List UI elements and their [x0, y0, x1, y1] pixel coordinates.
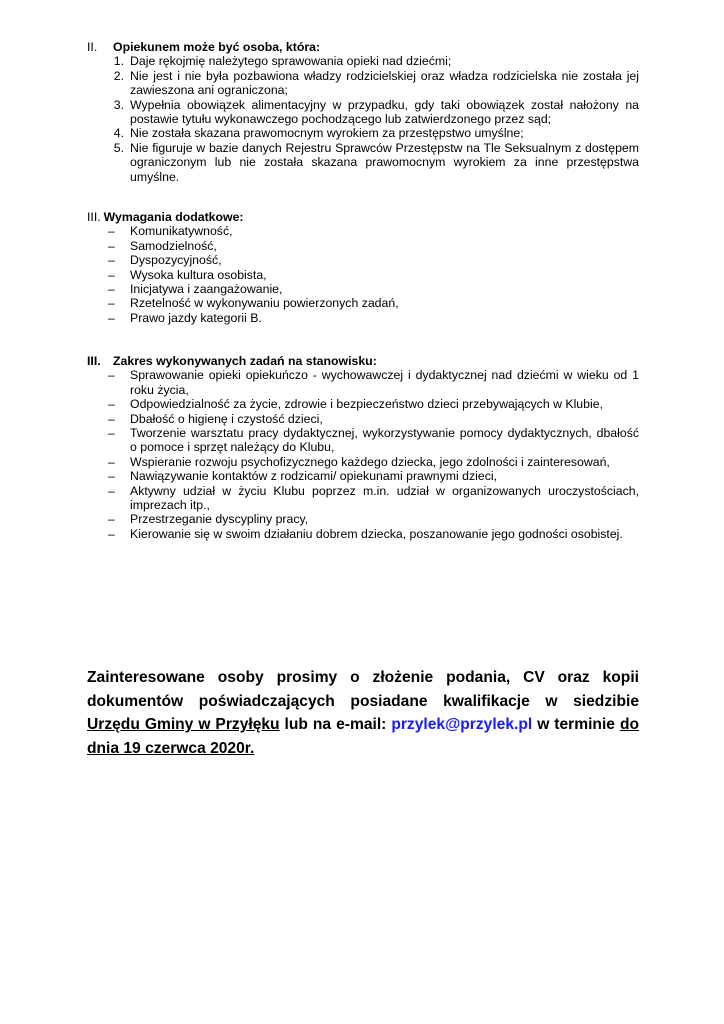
- closing-text: Zainteresowane osoby prosimy o złożenie podania, CV oraz kopii dokumentów poświadczających posiadane kwalifikacje w siedzibie: [87, 669, 639, 710]
- dash-marker: –: [108, 469, 115, 484]
- list-item: [87, 98, 639, 127]
- item-text: Wysoka kultura osobista,: [130, 267, 267, 282]
- item-number: 2.: [113, 68, 124, 83]
- item-text: Dbałość o higienę i czystość dzieci,: [130, 411, 323, 426]
- dash-marker: –: [108, 397, 115, 412]
- list-item: [87, 469, 639, 483]
- dash-marker: –: [108, 411, 115, 426]
- dash-marker: –: [108, 224, 115, 239]
- closing-text: w terminie: [532, 716, 620, 734]
- item-text: Nawiązywanie kontaktów z rodzicami/ opiekunami prawnymi dzieci,: [130, 469, 498, 484]
- section-requirements: [87, 40, 639, 184]
- item-text: Rzetelność w wykonywaniu powierzonych zadań,: [130, 296, 399, 311]
- dash-marker: –: [108, 253, 115, 268]
- item-text: Aktywny udział w życiu Klubu poprzez m.in. udział w organizowanych uroczystościach, imprezach itp.,: [130, 483, 639, 513]
- numbered-list: [87, 54, 639, 184]
- section-number: III.: [87, 210, 101, 224]
- email-link[interactable]: przylek@przylek.pl: [391, 716, 533, 734]
- list-item: [87, 412, 639, 426]
- dash-marker: –: [108, 483, 115, 498]
- item-text: Przestrzeganie dyscypliny pracy,: [130, 512, 309, 527]
- list-item: [87, 311, 639, 325]
- closing-text: lub na e-mail:: [279, 716, 392, 734]
- list-item: [87, 69, 639, 98]
- dash-marker: –: [108, 282, 115, 297]
- list-item: [87, 126, 639, 140]
- list-item: [87, 296, 639, 310]
- dash-list: [87, 224, 639, 325]
- item-text: Komunikatywność,: [130, 224, 233, 239]
- dash-marker: –: [108, 310, 115, 325]
- list-item: [87, 141, 639, 184]
- list-item: [87, 426, 639, 455]
- item-text: Odpowiedzialność za życie, zdrowie i bezpieczeństwo dzieci przebywających w Klubie,: [130, 397, 603, 412]
- dash-marker: –: [108, 267, 115, 282]
- item-text: Tworzenie warsztatu pracy dydaktycznej, wykorzystywanie pomocy dydaktycznych, dbałość o pomoce i sprzęt należący do Klubu,: [130, 426, 639, 455]
- dash-marker: –: [108, 368, 115, 383]
- section-number: III.: [87, 354, 101, 368]
- item-text: Daje rękojmię należytego sprawowania opieki nad dziećmi;: [130, 54, 452, 69]
- item-text: Samodzielność,: [130, 238, 217, 253]
- section-additional-requirements: [87, 210, 639, 325]
- list-item: [87, 455, 639, 469]
- list-item: [87, 224, 639, 238]
- dash-list: [87, 368, 639, 541]
- list-item: [87, 512, 639, 526]
- list-item: [87, 397, 639, 411]
- section-heading: [87, 210, 639, 224]
- list-item: [87, 268, 639, 282]
- section-duties: [87, 354, 639, 541]
- office-name: Urzędu Gminy w Przyłęku: [87, 716, 280, 734]
- list-item: [87, 253, 639, 267]
- section-title: Zakres wykonywanych zadań na stanowisku:: [113, 354, 377, 368]
- item-text: Prawo jazdy kategorii B.: [130, 310, 262, 325]
- dash-marker: –: [108, 512, 115, 527]
- item-number: 5.: [113, 140, 124, 155]
- section-heading: [87, 40, 639, 54]
- list-item: [87, 368, 639, 397]
- dash-marker: –: [108, 526, 115, 541]
- item-text: Nie została skazana prawomocnym wyrokiem za przestępstwo umyślne;: [130, 126, 524, 141]
- item-number: 4.: [113, 126, 124, 141]
- list-item: [87, 54, 639, 68]
- item-text: Nie jest i nie była pozbawiona władzy rodzicielskiej oraz władza rodzicielska nie została jej zawieszona ani ograniczona;: [130, 68, 639, 98]
- item-text: Dyspozycyjność,: [130, 253, 222, 268]
- section-heading: [87, 354, 639, 368]
- dash-marker: –: [108, 296, 115, 311]
- list-item: [87, 527, 639, 541]
- section-title: Wymagania dodatkowe:: [103, 210, 244, 224]
- item-text: Sprawowanie opieki opiekuńczo - wychowawczej i dydaktycznej nad dziećmi w wieku od 1 roku życia,: [130, 368, 639, 397]
- closing-notice: [87, 666, 639, 760]
- item-text: Inicjatywa i zaangażowanie,: [130, 282, 283, 297]
- dash-marker: –: [108, 454, 115, 469]
- list-item: [87, 282, 639, 296]
- item-number: 3.: [113, 97, 124, 112]
- item-text: Nie figuruje w bazie danych Rejestru Sprawców Przestępstw na Tle Seksualnym z dostępem ograniczonym lub nie została skazana prawomocnym wyrokiem za inne przestępstwa umyślne.: [130, 140, 639, 184]
- section-number: II.: [87, 40, 98, 54]
- item-text: Wypełnia obowiązek alimentacyjny w przypadku, gdy taki obowiązek został nałożony na postawie tytułu wykonawczego pochodzącego lub zatwierdzonego przez sąd;: [130, 97, 639, 127]
- item-text: Kierowanie się w swoim działaniu dobrem dziecka, poszanowanie jego godności osobistej.: [130, 526, 623, 541]
- dash-marker: –: [108, 238, 115, 253]
- deadline-text: do dnia 19 czerwca 2020r.: [87, 716, 639, 757]
- item-text: Wspieranie rozwoju psychofizycznego każdego dziecka, jego zdolności i zainteresowań,: [130, 454, 610, 469]
- dash-marker: –: [108, 426, 115, 441]
- list-item: [87, 239, 639, 253]
- item-number: 1.: [113, 54, 124, 69]
- section-title: Opiekunem może być osoba, która:: [113, 40, 321, 54]
- list-item: [87, 484, 639, 513]
